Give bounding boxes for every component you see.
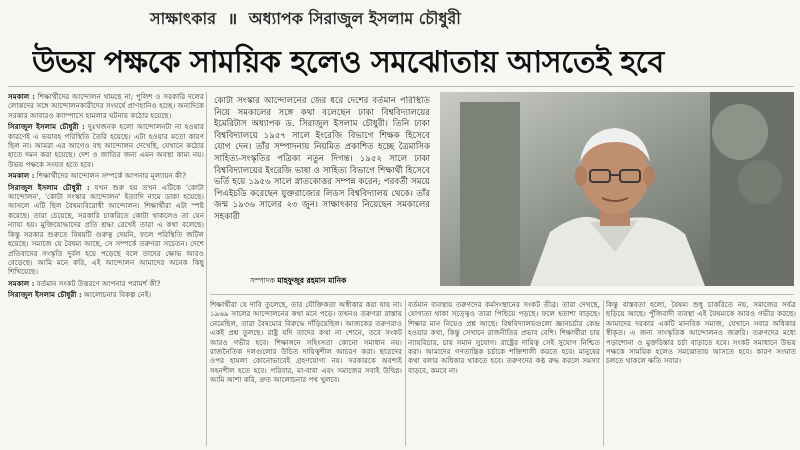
divider [405,300,406,446]
speaker-label: সমকাল : [8,171,35,181]
qa-paragraph [8,171,204,180]
article-column-3: বর্তমান ব্যবস্থায় তরুণদের কর্মসংস্থানের সংকট তীব্র। তারা দেখছে, যোগ্যতা থাকা সত্ত্বেও তারা পিছিয়ে পড়ছে। ফলে হতাশা বাড়ছে। শিক্ষার মান নিয়েও প্রশ্ন আছে। বিশ্ববিদ্যালয়গুলো জ্ঞানচর্চার কেন্দ্র হওয়ার কথা, কিন্তু সেখানে রাজনীতির প্রভাব বেশি। শিক্ষার্থীরা চায় ন্যায়বিচার, চায় সমান সুযোগ। রাষ্ট্রের দায়িত্ব সেই সুযোগ নিশ্চিত করা। আমাদের গণতান্ত্রিক চর্চাকে শক্তিশালী করতে হবে। মানুষের কথা বলার অধিকার থাকতে হবে। তরুণদের কণ্ঠ রুদ্ধ করলে সমস্যা বাড়বে, কমবে না। [408,300,600,375]
paragraph-text: আলোচনার বিকল্প নেই। [83,290,152,300]
portrait-image [440,92,794,286]
divider [210,294,794,295]
article-column-4: কিন্তু বাস্তবতা হলো, বৈষম্য শুধু চাকরিতে নয়, সমাজের সর্বত্র ছড়িয়ে আছে। পুঁজিবাদী ব্যবস্থা এই বৈষম্যকে আরও গভীর করছে। আমাদের দরকার একটি মানবিক সমাজ, যেখানে সবার অধিকার স্বীকৃত। এ জন্য সাংস্কৃতিক আন্দোলনও জরুরি। তরুণদের মধ্যে পড়াশোনা ও মুক্তচিন্তার চর্চা বাড়াতে হবে। সংকট সমাধানে উভয় পক্ষকে সাময়িক হলেও সমঝোতায় আসতে হবে। কারণ সংঘাত চলতে থাকলে ক্ষতি সবার। [606,300,796,366]
qa-paragraph [8,183,204,277]
byline [250,276,420,288]
kicker-separator: ॥ [227,9,238,28]
speaker-label: সিরাজুল ইসলাম চৌধুরী : [8,122,85,132]
divider [8,86,794,87]
article-column-2: শিক্ষার্থীরা যে দাবি তুলেছে, তার যৌক্তিকতা অস্বীকার করা যায় না। ১৯৬৯ সালের আন্দোলনের কথা মনে পড়ে। তখনও তরুণরা রাস্তায় নেমেছিল, তারা বৈষম্যের বিরুদ্ধে দাঁড়িয়েছিল। আজকের তরুণরাও একই প্রশ্ন তুলছে। রাষ্ট্র যদি তাদের কথা না শোনে, তবে সংকট আরও গভীর হবে। শিক্ষাঙ্গনে সহিংসতা কোনো সমাধান নয়। রাজনৈতিক দলগুলোর উচিত দায়িত্বশীল আচরণ করা। ছাত্রদের ওপর হামলা কোনোভাবেই গ্রহণযোগ্য নয়। সরকারকে অবশ্যই সহনশীল হতে হবে। পরিবার, মা-বাবা এবং সমাজের সবাই উদ্বিগ্ন। আমি আশা করি, দ্রুত আলোচনার পথ খুলবে। [210,300,402,385]
divider [206,92,207,446]
paragraph-text: যখন শুরু হয় তখন এটিকে 'কোটা আন্দোলন', 'কোটা সংস্কার আন্দোলন' ইত্যাদি নামে ডাকা হয়েছে। আসলে এটি ছিল বৈষম্যবিরোধী আন্দোলন। শিক্ষার্থীরা এটা স্পষ্ট করেছে। তারা চেয়েছে, সরকারি চাকরিতে কোটা থাকলেও তা যেন ন্যায্য হয়। মুক্তিযোদ্ধাদের প্রতি শ্রদ্ধা রেখেই তারা এ কথা বলেছে। কিন্তু সরকার শুরুতে বিষয়টি গুরুত্ব দেয়নি, ফলে পরিস্থিতি জটিল হয়েছে। সমাজে যে বৈষম্য আছে, সে সম্পর্কে তরুণরা সচেতন। দেশে প্রতিবাদের সংস্কৃতি দুর্বল হয়ে পড়েছে বলে তাদের ক্ষোভ আরও বেড়েছে। আমি মনে করি, এই আন্দোলন আমাদের অনেক কিছু শিখিয়েছে। [8,182,204,277]
kicker-person: অধ্যাপক সিরাজুল ইসলাম চৌধুরী [248,9,461,28]
paragraph-text: বর্তমান সংকট উত্তরণে আপনার পরামর্শ কী? [36,278,161,288]
qa-paragraph [8,122,204,169]
paragraph-text: শিক্ষার্থীদের আন্দোলন থামছে না; পুলিশ ও সরকারি দলের লোকদের সঙ্গে আন্দোলনকারীদের সংঘর্ষে প্রাণহানিও হচ্ছে। অন্যদিকে সরকার আবারও ক্যাম্পাসে হামলার ঘটনায় কঠোর হয়েছে। [8,92,204,120]
speaker-label: সিরাজুল ইসলাম চৌধুরী : [8,290,82,300]
kicker-section: সাক্ষাৎকার [150,9,216,28]
intro-text: কোটা সংস্কার আন্দোলনের জের ধরে দেশের বর্তমান পরিস্থিতি নিয়ে সমকালের সঙ্গে কথা বলেছেন ঢাকা বিশ্ববিদ্যালয়ের ইমেরিটাস অধ্যাপক ড. সিরাজুল ইসলাম চৌধুরী। তিনি ঢাকা বিশ্ববিদ্যালয়ে ১৯৫৭ সালে ইংরেজি বিভাগে শিক্ষক হিসেবে যোগ দেন। তাঁর সম্পাদনায় নিয়মিত প্রকাশিত হচ্ছে ত্রৈমাসিক সাহিত্য-সংস্কৃতির পত্রিকা নতুন দিগন্ত। ১৯৫২ সালে ঢাকা বিশ্ববিদ্যালয়ের ইংরেজি ভাষা ও সাহিত্য বিভাগে শিক্ষার্থী হিসেবে ভর্তি হয়ে ১৯৫৬ সালে স্নাতকোত্তর সম্পন্ন করেন; পরবর্তী সময়ে পিএইচডি করেছেন যুক্তরাজ্যের লিডস বিশ্ববিদ্যালয় থেকে। তাঁর জন্ম ১৯৩৬ সালের ২৩ জুন। সাক্ষাৎকার নিয়েছেন সমকালের সহকারী [214,96,430,222]
kicker [150,6,670,30]
paragraph-text: শিক্ষার্থীদের আন্দোলন সম্পর্কে আপনার মূল্যায়ন কী? [36,171,186,181]
qa-paragraph [8,290,204,299]
paragraph-text: দুঃখজনক হলো আন্দোলনটা না হওয়ার কারণেই এ ভয়াবহ পরিস্থিতি তৈরি হয়েছে। এটা হওয়ার মতো কারণ ছিল না। আমরা এর আগেও বহু আন্দোলন দেখেছি, যেখানে কঠোর হাতে দমন করা হয়েছে। দেশ ও জাতির জন্য এমন অবস্থা কাম্য নয়। উভয় পক্ষকে সংযত হতে হবে। [8,122,204,169]
byline-prefix: সম্পাদক [250,276,276,285]
speaker-label: সিরাজুল ইসলাম চৌধুরী : [8,182,90,192]
headline: উভয় পক্ষকে সাময়িক হলেও সমঝোতায় আসতেই হবে [32,45,664,80]
qa-paragraph [8,279,204,288]
speaker-label: সমকাল : [8,278,35,288]
interviewee-photo [440,92,794,286]
qa-paragraph [8,92,204,120]
byline-name: মাহফুজুর রহমান মানিক [277,276,347,285]
divider [603,300,604,446]
speaker-label: সমকাল : [8,92,35,101]
article-column-1 [8,92,204,448]
